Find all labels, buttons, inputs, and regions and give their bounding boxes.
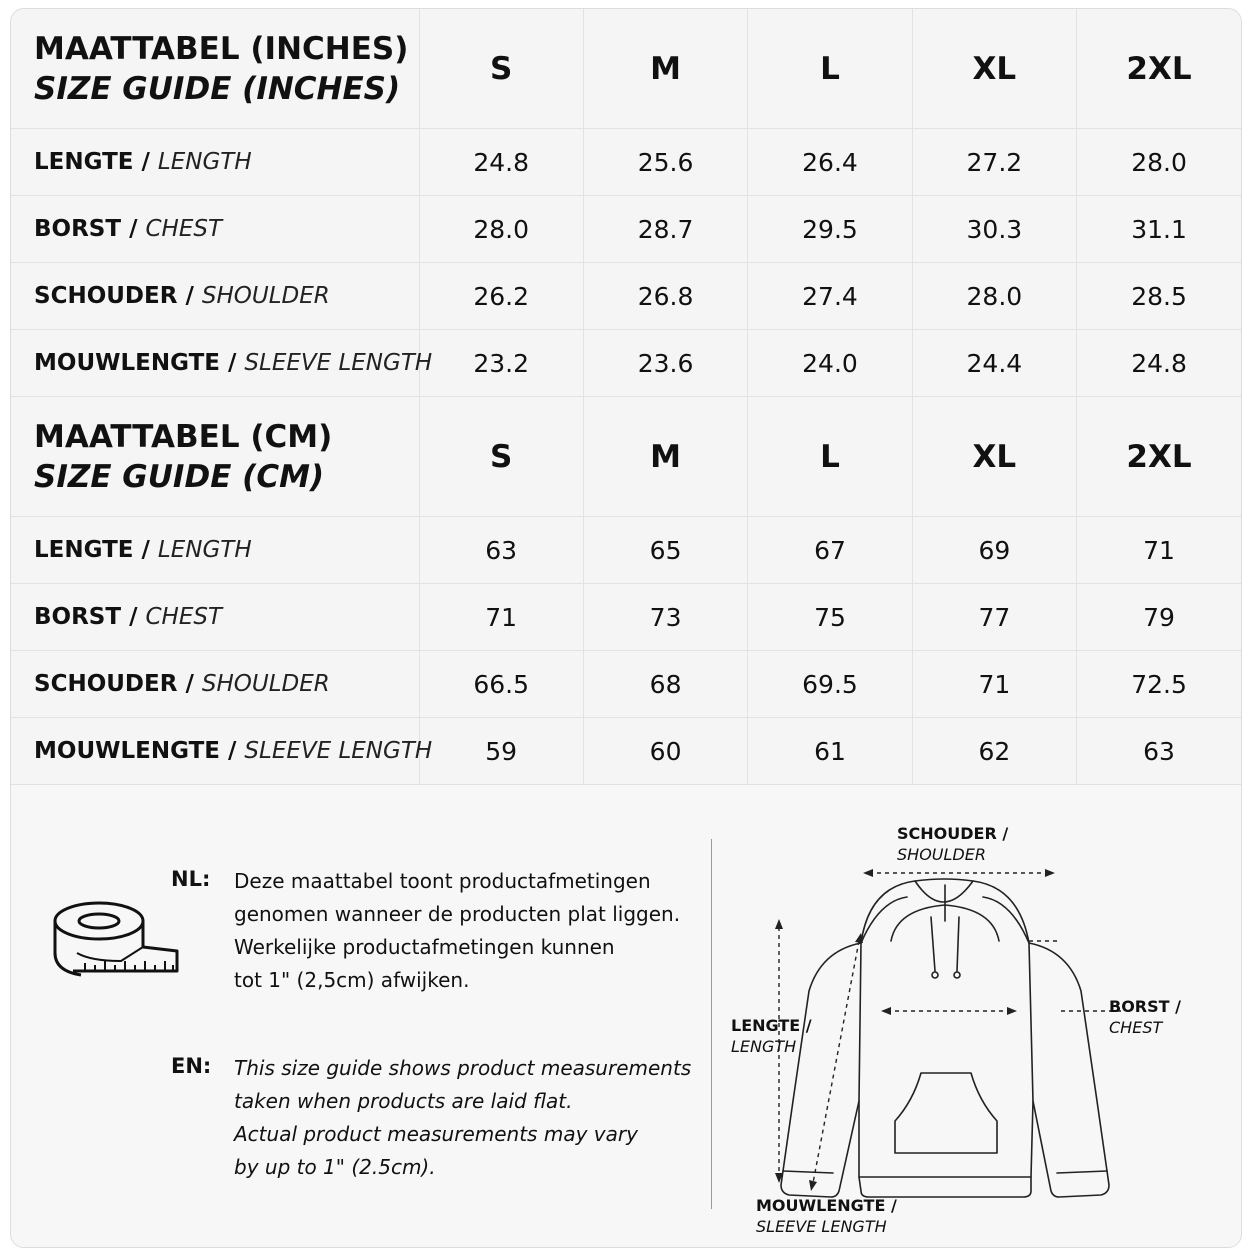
- value-cell: [419, 517, 583, 584]
- sleeve-length-label: MOUWLENGTE / SLEEVE LENGTH: [756, 1196, 897, 1236]
- table-title: MAATTABEL (CM): [34, 418, 333, 455]
- nl-line: genomen wanneer de producten plat liggen.: [234, 902, 681, 926]
- size-header: M: [650, 438, 682, 475]
- value-cell: [419, 263, 583, 330]
- row-label-nl: LENGTE: [34, 537, 134, 563]
- row-label-cell: [11, 129, 419, 196]
- value-cell: [1077, 196, 1241, 263]
- value-cell: [748, 263, 912, 330]
- value-cell: [912, 517, 1076, 584]
- size-header: S: [490, 438, 513, 475]
- measurement-value: 31.1: [1131, 214, 1187, 244]
- value-cell: [1077, 718, 1241, 785]
- inches-header-row: [11, 9, 1241, 129]
- measurement-value: 25.6: [637, 147, 694, 177]
- value-cell: [419, 129, 583, 196]
- table-row: [11, 718, 1241, 785]
- row-label-en: CHEST: [145, 216, 223, 242]
- measurement-value: 71: [1143, 535, 1175, 565]
- measurement-value: 24.4: [966, 348, 1023, 378]
- measurement-value: 28.7: [637, 214, 694, 244]
- value-cell: [912, 718, 1076, 785]
- value-cell: [912, 263, 1076, 330]
- measurement-info-panel: [11, 801, 1241, 1247]
- row-label-cell: [11, 263, 419, 330]
- row-label-cell: [11, 651, 419, 718]
- en-line: Actual product measurements may vary: [234, 1122, 638, 1146]
- measurement-value: 26.2: [473, 281, 530, 311]
- value-cell: [419, 718, 583, 785]
- value-cell: [912, 330, 1076, 397]
- size-header-cell: [748, 9, 912, 129]
- table-row: [11, 330, 1241, 397]
- cm-title-cell: [11, 397, 419, 517]
- row-label-cell: [11, 517, 419, 584]
- measurement-value: 69.5: [802, 669, 858, 699]
- row-label-cell: [11, 718, 433, 785]
- table-subtitle: SIZE GUIDE (CM): [34, 458, 325, 495]
- value-cell: [583, 129, 747, 196]
- measurement-value: 23.2: [473, 348, 530, 378]
- value-cell: [748, 718, 912, 785]
- measurement-value: 23.6: [637, 348, 694, 378]
- measurement-value: 62: [978, 736, 1011, 766]
- table-title: MAATTABEL (INCHES): [34, 30, 409, 67]
- row-label-slash: /: [219, 350, 245, 376]
- size-header: M: [650, 50, 682, 87]
- value-cell: [583, 330, 747, 397]
- value-cell: [419, 330, 583, 397]
- measurement-value: 61: [814, 736, 846, 766]
- nl-line: tot 1" (2,5cm) afwijken.: [234, 968, 470, 992]
- row-label-nl: BORST: [34, 604, 122, 630]
- value-cell: [583, 584, 747, 651]
- row-label-cell: [11, 196, 419, 263]
- row-label-nl: BORST: [34, 216, 122, 242]
- value-cell: [583, 263, 747, 330]
- value-cell: [748, 330, 912, 397]
- value-cell: [912, 129, 1076, 196]
- en-line: taken when products are laid flat.: [234, 1089, 573, 1113]
- size-header-cell: [912, 9, 1076, 129]
- measurement-value: 68: [649, 669, 682, 699]
- size-header-cell: [583, 9, 747, 129]
- row-label-en: SHOULDER: [201, 283, 330, 309]
- row-label-cell: [11, 330, 433, 397]
- value-cell: [748, 517, 912, 584]
- measurement-value: 26.4: [802, 147, 858, 177]
- shoulder-label: SCHOUDER / SHOULDER: [897, 824, 1009, 864]
- row-label-slash: /: [177, 283, 202, 309]
- cm-header-row: [11, 397, 1241, 517]
- size-header: 2XL: [1126, 438, 1192, 475]
- measurement-value: 65: [649, 535, 682, 565]
- measurement-value: 59: [485, 736, 518, 766]
- table-subtitle: SIZE GUIDE (INCHES): [34, 70, 401, 107]
- measurement-value: 73: [649, 602, 682, 632]
- value-cell: [912, 196, 1076, 263]
- measurement-value: 63: [1143, 736, 1175, 766]
- size-header: S: [490, 50, 513, 87]
- table-row: [11, 517, 1241, 584]
- measurement-value: 71: [978, 669, 1011, 699]
- measurement-value: 26.8: [637, 281, 694, 311]
- row-label-nl: LENGTE: [34, 149, 134, 175]
- row-label-nl: MOUWLENGTE: [34, 738, 220, 764]
- measurement-value: 24.8: [1131, 348, 1187, 378]
- nl-text: [234, 865, 680, 997]
- length-label: LENGTE / LENGTH: [731, 1016, 812, 1056]
- value-cell: [1077, 330, 1241, 397]
- value-cell: [1077, 517, 1241, 584]
- measurement-value: 27.4: [802, 281, 858, 311]
- en-line: This size guide shows product measurements: [234, 1056, 692, 1080]
- row-label-slash: /: [121, 604, 146, 630]
- value-cell: [419, 584, 583, 651]
- table-row: [11, 196, 1241, 263]
- value-cell: [583, 517, 747, 584]
- measurement-value: 71: [485, 602, 518, 632]
- row-label-slash: /: [219, 738, 245, 764]
- measurement-value: 60: [649, 736, 682, 766]
- value-cell: [748, 196, 912, 263]
- measurement-value: 75: [814, 602, 846, 632]
- row-label-slash: /: [177, 671, 202, 697]
- value-cell: [912, 651, 1076, 718]
- inches-title-cell: [11, 9, 419, 129]
- row-label-nl: MOUWLENGTE: [34, 350, 220, 376]
- nl-line: Deze maattabel toont productafmetingen: [234, 869, 651, 893]
- row-label-slash: /: [133, 149, 158, 175]
- en-label: EN:: [171, 1054, 212, 1078]
- measurement-value: 63: [485, 535, 518, 565]
- value-cell: [583, 196, 747, 263]
- table-row: [11, 263, 1241, 330]
- size-header: XL: [972, 50, 1017, 87]
- measuring-tape-icon: [51, 897, 181, 987]
- size-guide-card: [10, 8, 1242, 1248]
- row-label-en: LENGTH: [157, 149, 252, 175]
- value-cell: [1077, 651, 1241, 718]
- measurement-value: 29.5: [802, 214, 858, 244]
- row-label-nl: SCHOUDER: [34, 283, 178, 309]
- row-label-en: SLEEVE LENGTH: [244, 738, 433, 764]
- measurement-value: 28.0: [1131, 147, 1187, 177]
- chest-label: BORST / CHEST: [1109, 997, 1181, 1037]
- value-cell: [583, 718, 747, 785]
- value-cell: [1077, 129, 1241, 196]
- size-header-cell: [419, 9, 583, 129]
- size-header: 2XL: [1126, 50, 1192, 87]
- size-table: [11, 9, 1241, 785]
- measurement-value: 24.0: [802, 348, 858, 378]
- row-label-en: CHEST: [145, 604, 223, 630]
- size-header-cell: [912, 397, 1076, 517]
- row-label-en: LENGTH: [157, 537, 252, 563]
- value-cell: [748, 651, 912, 718]
- nl-label: NL:: [171, 867, 211, 891]
- row-label-cell: [11, 584, 419, 651]
- table-row: [11, 651, 1241, 718]
- value-cell: [1077, 584, 1241, 651]
- measurement-value: 27.2: [966, 147, 1023, 177]
- table-row: [11, 129, 1241, 196]
- row-label-nl: SCHOUDER: [34, 671, 178, 697]
- en-line: by up to 1" (2.5cm).: [234, 1155, 436, 1179]
- measurement-value: 66.5: [473, 669, 530, 699]
- measurement-value: 67: [814, 535, 846, 565]
- measurement-value: 28.0: [473, 214, 530, 244]
- size-header-cell: [583, 397, 747, 517]
- measurement-value: 24.8: [473, 147, 530, 177]
- measurement-value: 77: [978, 602, 1011, 632]
- value-cell: [419, 651, 583, 718]
- value-cell: [419, 196, 583, 263]
- row-label-slash: /: [121, 216, 146, 242]
- measurement-value: 72.5: [1131, 669, 1187, 699]
- value-cell: [748, 129, 912, 196]
- value-cell: [912, 584, 1076, 651]
- measurement-value: 79: [1143, 602, 1175, 632]
- row-label-slash: /: [133, 537, 158, 563]
- size-header-cell: [1077, 9, 1241, 129]
- en-text: [234, 1052, 691, 1184]
- measurement-value: 69: [978, 535, 1011, 565]
- value-cell: [1077, 263, 1241, 330]
- row-label-en: SHOULDER: [201, 671, 330, 697]
- size-header: L: [820, 50, 840, 87]
- measurement-value: 28.0: [966, 281, 1023, 311]
- size-header-cell: [748, 397, 912, 517]
- size-header: XL: [972, 438, 1017, 475]
- row-label-en: SLEEVE LENGTH: [244, 350, 433, 376]
- value-cell: [583, 651, 747, 718]
- size-header-cell: [419, 397, 583, 517]
- size-header: L: [820, 438, 840, 475]
- nl-line: Werkelijke productafmetingen kunnen: [234, 935, 615, 959]
- measurement-value: 28.5: [1131, 281, 1187, 311]
- value-cell: [748, 584, 912, 651]
- table-row: [11, 584, 1241, 651]
- measurement-value: 30.3: [966, 214, 1023, 244]
- size-header-cell: [1077, 397, 1241, 517]
